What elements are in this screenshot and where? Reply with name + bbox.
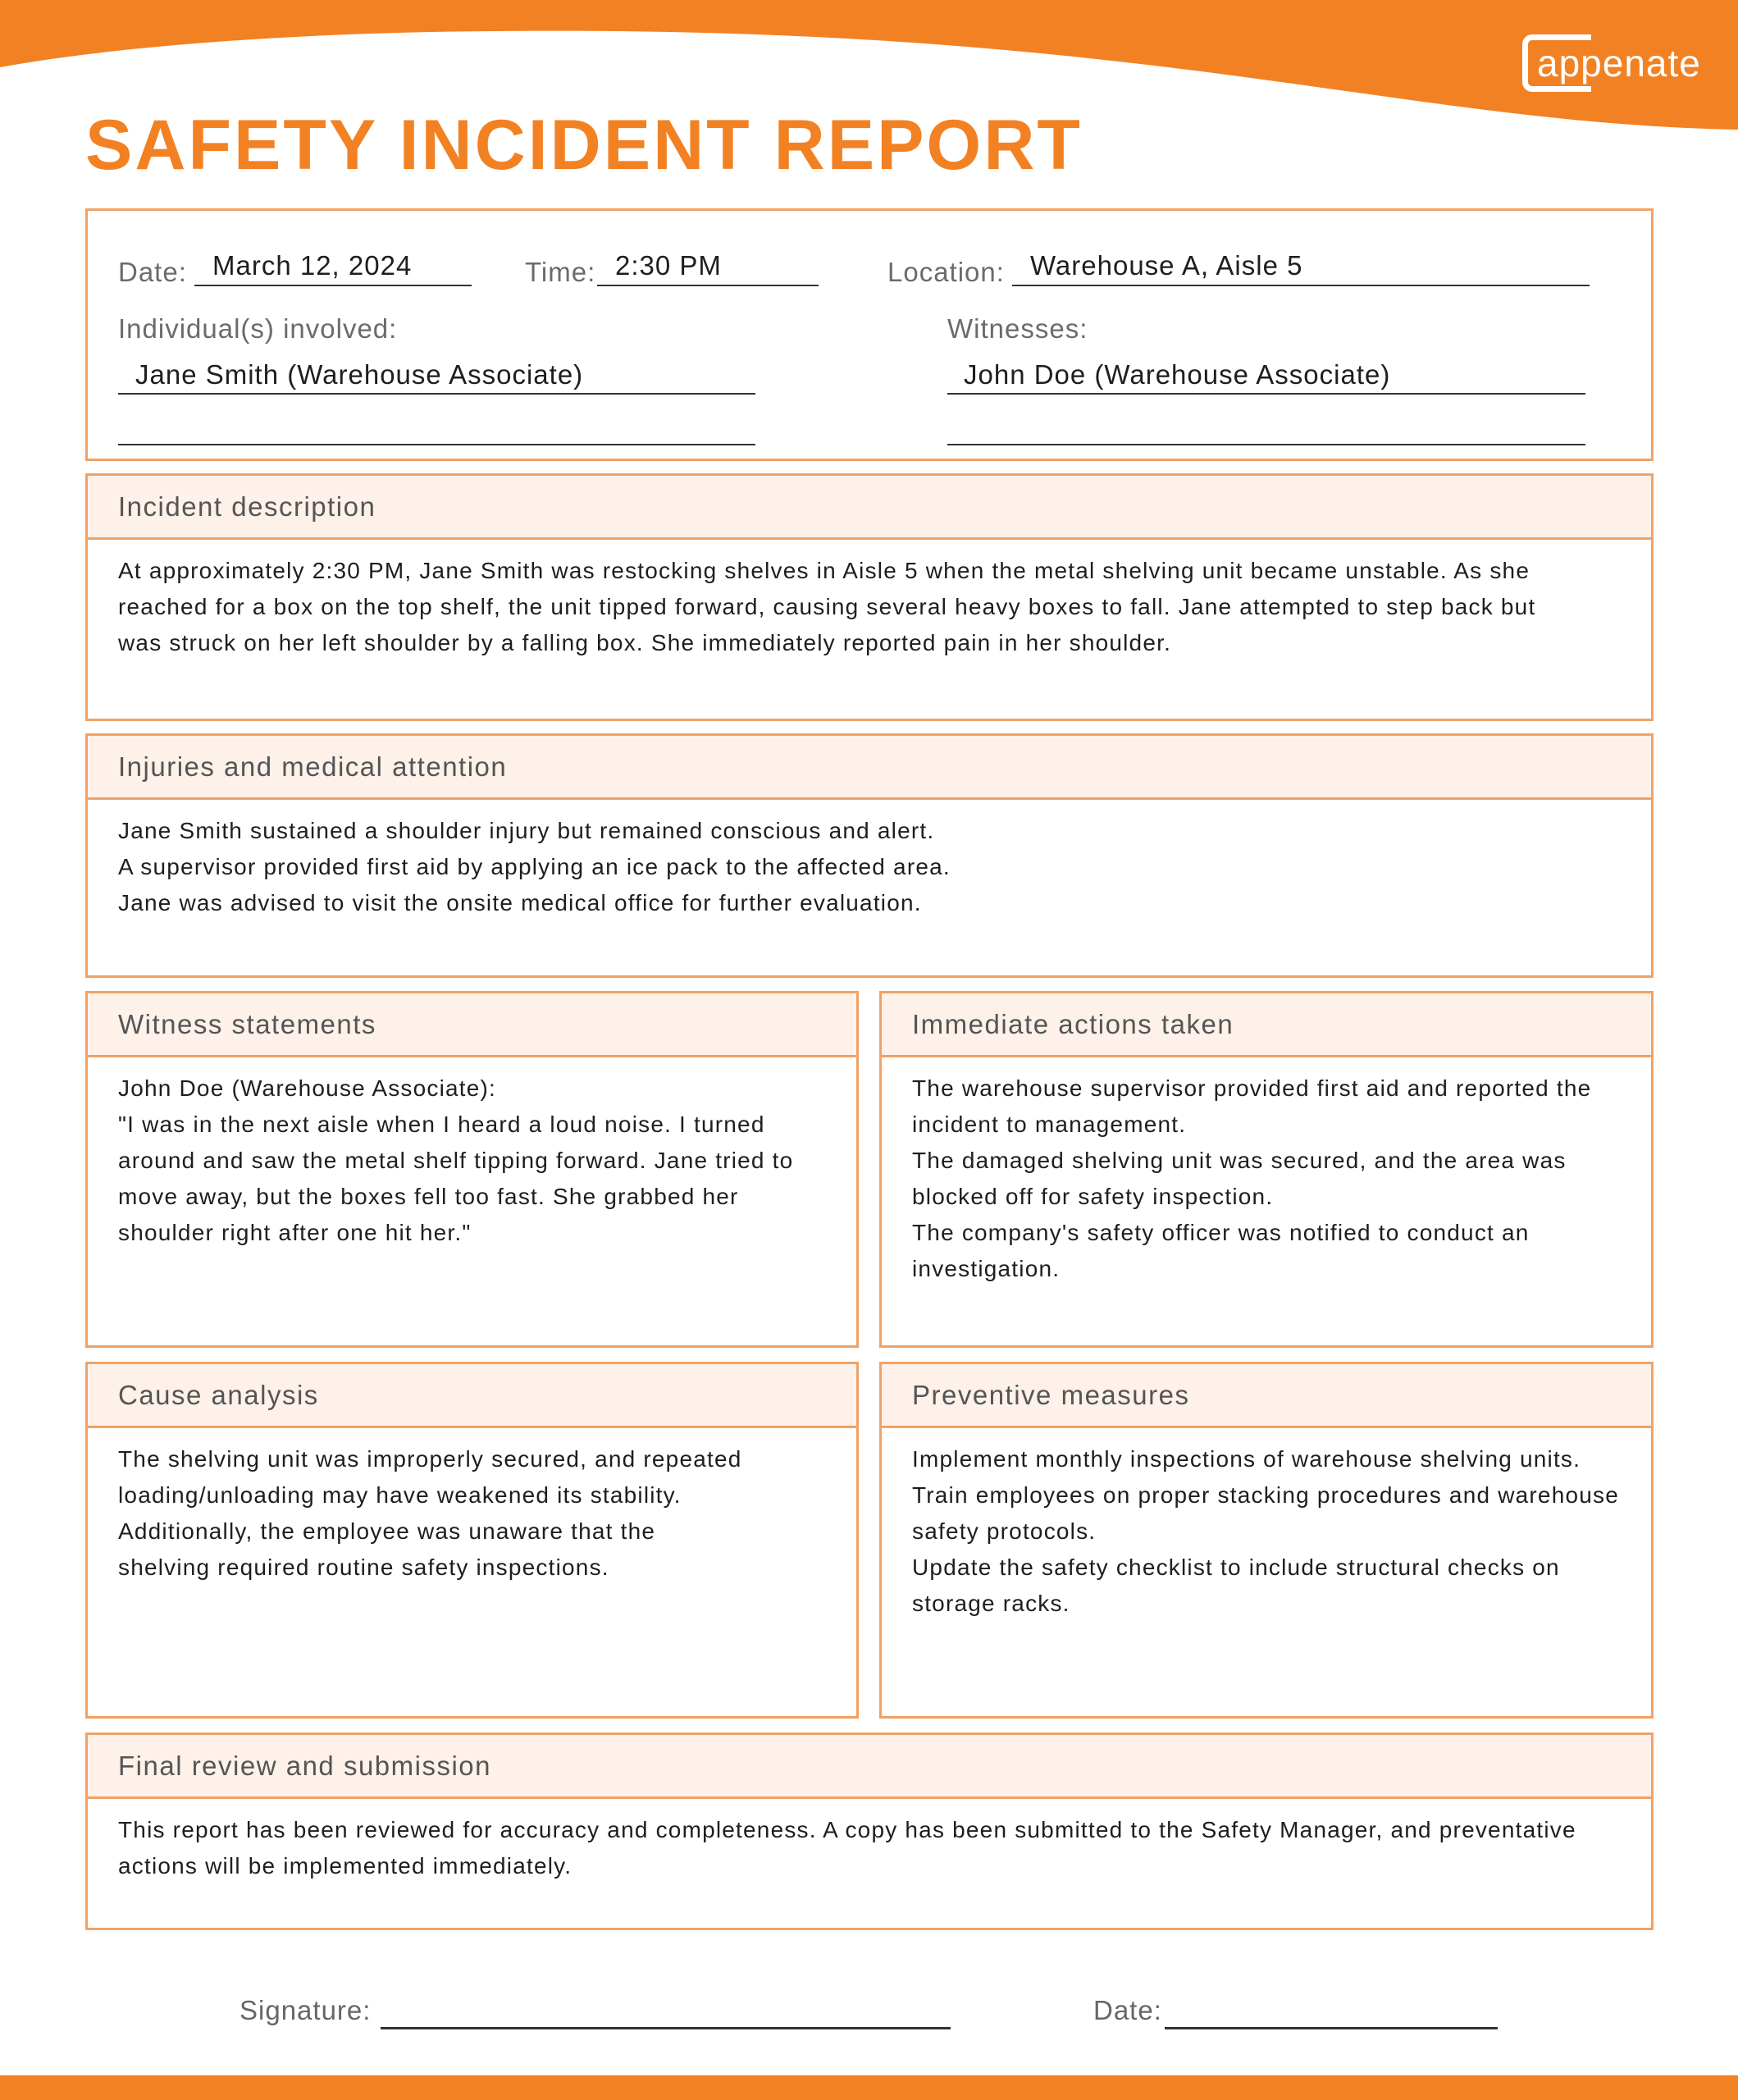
witnesses-field[interactable] <box>947 393 1585 395</box>
section-header <box>88 476 1651 540</box>
text-line: The warehouse supervisor provided first aid and reported the <box>912 1075 1592 1101</box>
incident-description-section <box>85 473 1654 721</box>
section-body <box>88 540 1651 661</box>
section-title: Injuries and medical attention <box>118 751 508 782</box>
text-line: blocked off for safety inspection. <box>912 1184 1274 1209</box>
text-line: John Doe (Warehouse Associate): <box>118 1075 497 1101</box>
text-line: move away, but the boxes fell too fast. She grabbed her <box>118 1184 739 1209</box>
text-line: Implement monthly inspections of warehouse shelving units. <box>912 1446 1581 1472</box>
individuals-value: Jane Smith (Warehouse Associate) <box>135 359 584 390</box>
signature-label: Signature: <box>239 1995 372 2025</box>
text-line: shoulder right after one hit her." <box>118 1220 472 1245</box>
section-body <box>88 1428 856 1586</box>
time-value: 2:30 PM <box>615 250 722 281</box>
appenate-logo <box>1522 33 1701 94</box>
section-body <box>882 1428 1651 1622</box>
section-title: Immediate actions taken <box>912 1008 1234 1039</box>
text-line: Train employees on proper stacking procedures and warehouse <box>912 1482 1619 1508</box>
time-label: Time: <box>525 257 596 287</box>
text-line: A supervisor provided first aid by applying an ice pack to the affected area. <box>118 854 951 879</box>
text-line: The damaged shelving unit was secured, and the area was <box>912 1148 1567 1173</box>
preventive-measures-section <box>879 1362 1654 1719</box>
date-label: Date: <box>118 257 187 287</box>
section-title: Final review and submission <box>118 1750 492 1781</box>
footer-band <box>0 2075 1738 2100</box>
individuals-label: Individual(s) involved: <box>118 313 398 344</box>
date-value: March 12, 2024 <box>212 250 413 281</box>
immediate-actions-section <box>879 991 1654 1348</box>
location-value: Warehouse A, Aisle 5 <box>1030 250 1303 281</box>
text-line: safety protocols. <box>912 1518 1097 1544</box>
text-line: was struck on her left shoulder by a falling box. She immediately reported pain in her shoulder. <box>118 630 1172 655</box>
text-line: Update the safety checklist to include structural checks on <box>912 1554 1560 1580</box>
location-field[interactable] <box>1012 285 1590 286</box>
text-line: This report has been reviewed for accuracy and completeness. A copy has been submitted to the Safety Manager, and preventative <box>118 1817 1576 1842</box>
text-line: storage racks. <box>912 1591 1070 1616</box>
final-review-section <box>85 1732 1654 1930</box>
text-line: incident to management. <box>912 1112 1187 1137</box>
text-line: The shelving unit was improperly secured, and repeated <box>118 1446 742 1472</box>
section-title: Preventive measures <box>912 1379 1190 1410</box>
section-header <box>88 736 1651 800</box>
text-line: Jane was advised to visit the onsite medical office for further evaluation. <box>118 890 922 915</box>
text-line: reached for a box on the top shelf, the unit tipped forward, causing several heavy boxes to fall. Jane attempted to step back but <box>118 594 1536 619</box>
section-body <box>88 800 1651 921</box>
cause-analysis-section <box>85 1362 859 1719</box>
text-line: The company's safety officer was notified to conduct an <box>912 1220 1530 1245</box>
signature-date-field[interactable] <box>1165 2027 1498 2029</box>
section-header <box>88 1364 856 1428</box>
section-title: Incident description <box>118 491 376 522</box>
injuries-section <box>85 733 1654 978</box>
time-field[interactable] <box>597 285 819 286</box>
section-header <box>88 1735 1651 1799</box>
text-line: Additionally, the employee was unaware that the <box>118 1518 656 1544</box>
info-box <box>85 208 1654 461</box>
text-line: Jane Smith sustained a shoulder injury but remained conscious and alert. <box>118 818 935 843</box>
text-line: shelving required routine safety inspections. <box>118 1554 609 1580</box>
witnesses-value: John Doe (Warehouse Associate) <box>964 359 1391 390</box>
section-title: Cause analysis <box>118 1379 319 1410</box>
section-header <box>88 993 856 1057</box>
individuals-field[interactable] <box>118 393 755 395</box>
section-body <box>88 1799 1651 1884</box>
text-line: At approximately 2:30 PM, Jane Smith was restocking shelves in Aisle 5 when the metal shelving unit became unstable. As she <box>118 558 1530 583</box>
individuals-field-2[interactable] <box>118 444 755 445</box>
text-line: around and saw the metal shelf tipping forward. Jane tried to <box>118 1148 794 1173</box>
date-field[interactable] <box>194 285 472 286</box>
signature-date-label: Date: <box>1093 1995 1162 2025</box>
text-line: investigation. <box>912 1256 1061 1281</box>
report-title: SAFETY INCIDENT REPORT <box>85 106 1083 185</box>
location-label: Location: <box>887 257 1005 287</box>
section-body <box>882 1057 1651 1287</box>
witnesses-field-2[interactable] <box>947 444 1585 445</box>
logo-text: appenate <box>1537 42 1701 84</box>
witness-statements-section <box>85 991 859 1348</box>
text-line: "I was in the next aisle when I heard a loud noise. I turned <box>118 1112 765 1137</box>
section-header <box>882 993 1651 1057</box>
witnesses-label: Witnesses: <box>947 313 1088 344</box>
section-title: Witness statements <box>118 1008 376 1039</box>
text-line: loading/unloading may have weakened its stability. <box>118 1482 682 1508</box>
section-header <box>882 1364 1651 1428</box>
section-body <box>88 1057 856 1251</box>
text-line: actions will be implemented immediately. <box>118 1853 572 1879</box>
signature-field[interactable] <box>381 2027 951 2029</box>
